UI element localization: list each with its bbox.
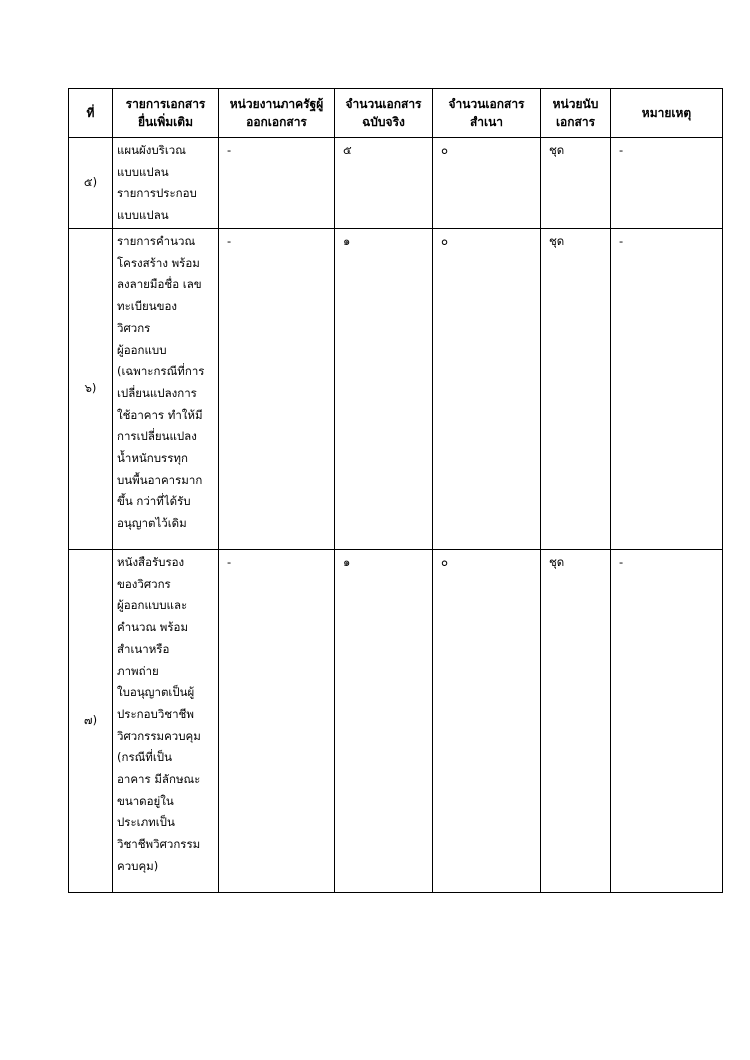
item-line: ผู้ออกแบบ: [117, 342, 167, 357]
table-row: [69, 229, 723, 550]
header-item-line: ยื่นเพิ่มเติม: [138, 115, 193, 129]
remark: -: [611, 550, 723, 893]
item-line: วิศวกรรมควบคุม: [117, 728, 201, 743]
remark: -: [611, 229, 723, 550]
header-unit-line: หน่วยนับ: [552, 97, 599, 111]
item-line: วิชาชีพวิศวกรรม: [117, 837, 201, 852]
item-line: อนุญาตไว้เดิม: [117, 516, 187, 531]
count-unit: ชุด: [541, 550, 611, 893]
copies-count: ๐: [433, 550, 541, 893]
item-line: ใบอนุญาตเป็นผู้: [117, 685, 195, 700]
row-number: ๗): [69, 550, 113, 893]
item-line: หนังสือรับรอง: [117, 555, 185, 569]
item-line: แผนผังบริเวณ: [117, 143, 186, 157]
document-item: [113, 138, 219, 229]
item-line: รายการประกอบ: [117, 186, 197, 201]
count-unit: ชุด: [541, 229, 611, 550]
item-line: ขึ้น กว่าที่ได้รับ: [117, 494, 191, 509]
document-item: [113, 550, 219, 893]
item-line: เปลี่ยนแปลงการ: [117, 385, 197, 400]
header-originals-line: ฉบับจริง: [362, 115, 405, 129]
table-row: [69, 550, 723, 893]
issuing-agency: -: [219, 138, 335, 229]
item-line: วิศวกร: [117, 320, 151, 335]
originals-count: ๑: [335, 229, 433, 550]
row-number: ๕): [69, 138, 113, 229]
header-originals: [335, 89, 433, 138]
header-agency: [219, 89, 335, 138]
item-line: ใช้อาคาร ทำให้มี: [117, 407, 203, 422]
header-item: [113, 89, 219, 138]
header-agency-line: ออกเอกสาร: [246, 115, 307, 129]
item-line: สำเนาหรือ: [117, 641, 170, 656]
copies-count: ๐: [433, 229, 541, 550]
item-line: ขนาดอยู่ใน: [117, 793, 174, 808]
item-line: ประเภทเป็น: [117, 815, 175, 830]
header-row: [69, 89, 723, 138]
header-agency-line: หน่วยงานภาครัฐผู้: [229, 97, 324, 111]
header-copies-line: สำเนา: [469, 115, 504, 129]
item-line: ผู้ออกแบบและ: [117, 598, 188, 613]
issuing-agency: -: [219, 550, 335, 893]
item-line: แบบแปลน: [117, 208, 169, 223]
documents-table: [68, 88, 723, 893]
document-item: [113, 229, 219, 550]
item-line: โครงสร้าง พร้อม: [117, 255, 200, 270]
header-unit: [541, 89, 611, 138]
table-row: [69, 138, 723, 229]
header-remark: หมายเหตุ: [611, 89, 723, 138]
header-copies: [433, 89, 541, 138]
originals-count: ๕: [335, 138, 433, 229]
item-line: คำนวณ พร้อม: [117, 620, 189, 635]
copies-count: ๐: [433, 138, 541, 229]
item-line: ของวิศวกร: [117, 576, 171, 591]
item-line: รายการคำนวณ: [117, 234, 196, 248]
item-line: ลงลายมือชื่อ เลข: [117, 277, 202, 292]
item-line: แบบแปลน: [117, 164, 169, 179]
item-line: ควบคุม): [117, 858, 159, 873]
item-line: น้ำหนักบรรทุก: [117, 451, 188, 466]
count-unit: ชุด: [541, 138, 611, 229]
issuing-agency: -: [219, 229, 335, 550]
item-line: ประกอบวิชาชีพ: [117, 706, 194, 721]
item-line: การเปลี่ยนแปลง: [117, 429, 197, 444]
remark: -: [611, 138, 723, 229]
header-originals-line: จำนวนเอกสาร: [345, 97, 422, 111]
row-number: ๖): [69, 229, 113, 550]
originals-count: ๑: [335, 550, 433, 893]
header-copies-line: จำนวนเอกสาร: [448, 97, 525, 111]
item-line: (เฉพาะกรณีที่การ: [117, 364, 205, 379]
header-unit-line: เอกสาร: [555, 115, 596, 129]
item-line: ทะเบียนของ: [117, 299, 177, 314]
item-line: อาคาร มีลักษณะ: [117, 772, 201, 787]
item-line: ภาพถ่าย: [117, 663, 159, 678]
header-item-line: รายการเอกสาร: [125, 97, 206, 111]
item-line: (กรณีที่เป็น: [117, 750, 172, 765]
header-no: ที่: [69, 89, 113, 138]
item-line: บนพื้นอาคารมาก: [117, 472, 203, 487]
